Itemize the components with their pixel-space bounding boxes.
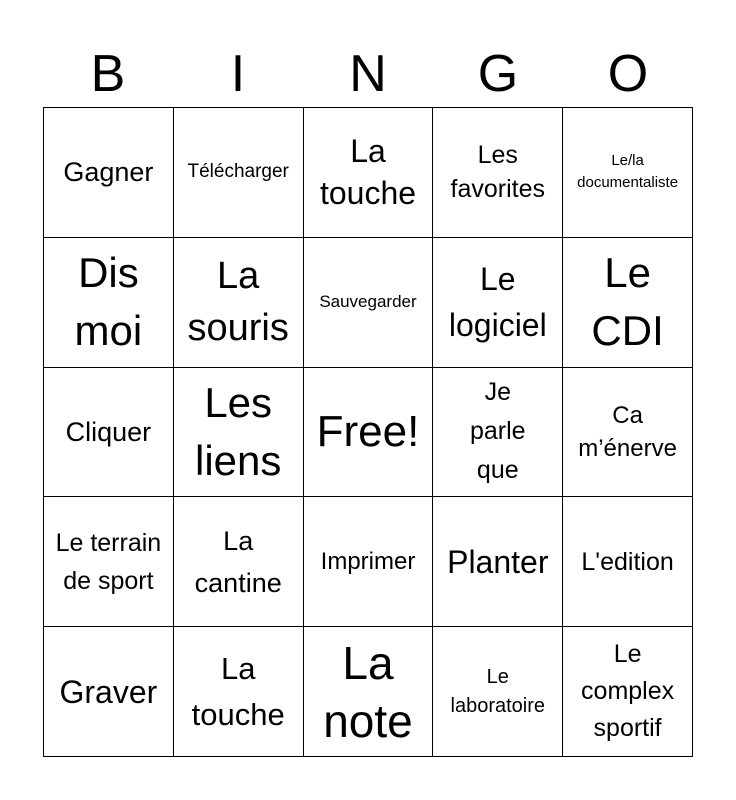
bingo-header xyxy=(43,42,693,106)
cell-text: Le complex sportif xyxy=(581,640,675,743)
cell-text: Le logiciel xyxy=(448,261,547,344)
bingo-cell[interactable] xyxy=(44,627,174,757)
bingo-cell[interactable] xyxy=(44,497,174,627)
cell-text: La touche xyxy=(319,133,417,212)
cell-text: Planter xyxy=(447,543,549,580)
bingo-cell[interactable] xyxy=(563,627,693,757)
cell-text: Graver xyxy=(59,673,158,710)
bingo-cell[interactable] xyxy=(44,238,174,368)
cell-text: Dis moi xyxy=(74,249,143,355)
cell-text: Ca m’énerve xyxy=(578,401,677,462)
bingo-cell[interactable] xyxy=(433,497,563,627)
bingo-cell[interactable] xyxy=(563,108,693,238)
bingo-cell[interactable] xyxy=(563,238,693,368)
cell-text: Imprimer xyxy=(320,547,416,575)
bingo-cell[interactable] xyxy=(304,627,434,757)
bingo-cell[interactable] xyxy=(433,627,563,757)
bingo-cell[interactable] xyxy=(174,627,304,757)
cell-text: Le terrain de sport xyxy=(55,528,162,595)
header-letter-o: O xyxy=(607,45,649,103)
cell-text: Le/la documentaliste xyxy=(577,152,679,192)
cell-text: La souris xyxy=(187,255,289,350)
cell-text: Free! xyxy=(316,406,420,456)
bingo-cell[interactable] xyxy=(174,238,304,368)
cell-text: La note xyxy=(323,636,413,747)
cell-text: L'edition xyxy=(581,547,674,576)
bingo-cell[interactable] xyxy=(44,368,174,498)
header-letter-b: B xyxy=(90,45,126,103)
header-letter-g: G xyxy=(477,45,519,103)
cell-text: La touche xyxy=(191,650,285,732)
bingo-cell[interactable] xyxy=(433,108,563,238)
cell-text: Les liens xyxy=(195,378,282,484)
bingo-cell[interactable] xyxy=(304,368,434,498)
header-letter-n: N xyxy=(349,45,387,103)
cell-text: La cantine xyxy=(194,525,282,598)
cell-text: Le CDI xyxy=(591,249,664,355)
cell-text: Je parle que xyxy=(469,378,526,485)
cell-text: Sauvegarder xyxy=(319,292,417,312)
cell-text: Télécharger xyxy=(187,161,289,183)
bingo-cell[interactable] xyxy=(44,108,174,238)
cell-text: Le laboratoire xyxy=(450,665,546,717)
cell-text: Les favorites xyxy=(450,141,546,204)
cell-text: Gagner xyxy=(63,157,154,188)
bingo-cell[interactable] xyxy=(304,108,434,238)
bingo-cell[interactable] xyxy=(174,497,304,627)
bingo-cell[interactable] xyxy=(174,368,304,498)
header-letter-i: I xyxy=(230,45,246,103)
bingo-cell[interactable] xyxy=(433,238,563,368)
bingo-cell[interactable] xyxy=(433,368,563,498)
bingo-cell[interactable] xyxy=(563,368,693,498)
bingo-card-grid xyxy=(43,107,693,757)
bingo-cell[interactable] xyxy=(304,497,434,627)
bingo-cell[interactable] xyxy=(304,238,434,368)
bingo-cell[interactable] xyxy=(563,497,693,627)
cell-text: Cliquer xyxy=(65,416,152,447)
bingo-cell[interactable] xyxy=(174,108,304,238)
